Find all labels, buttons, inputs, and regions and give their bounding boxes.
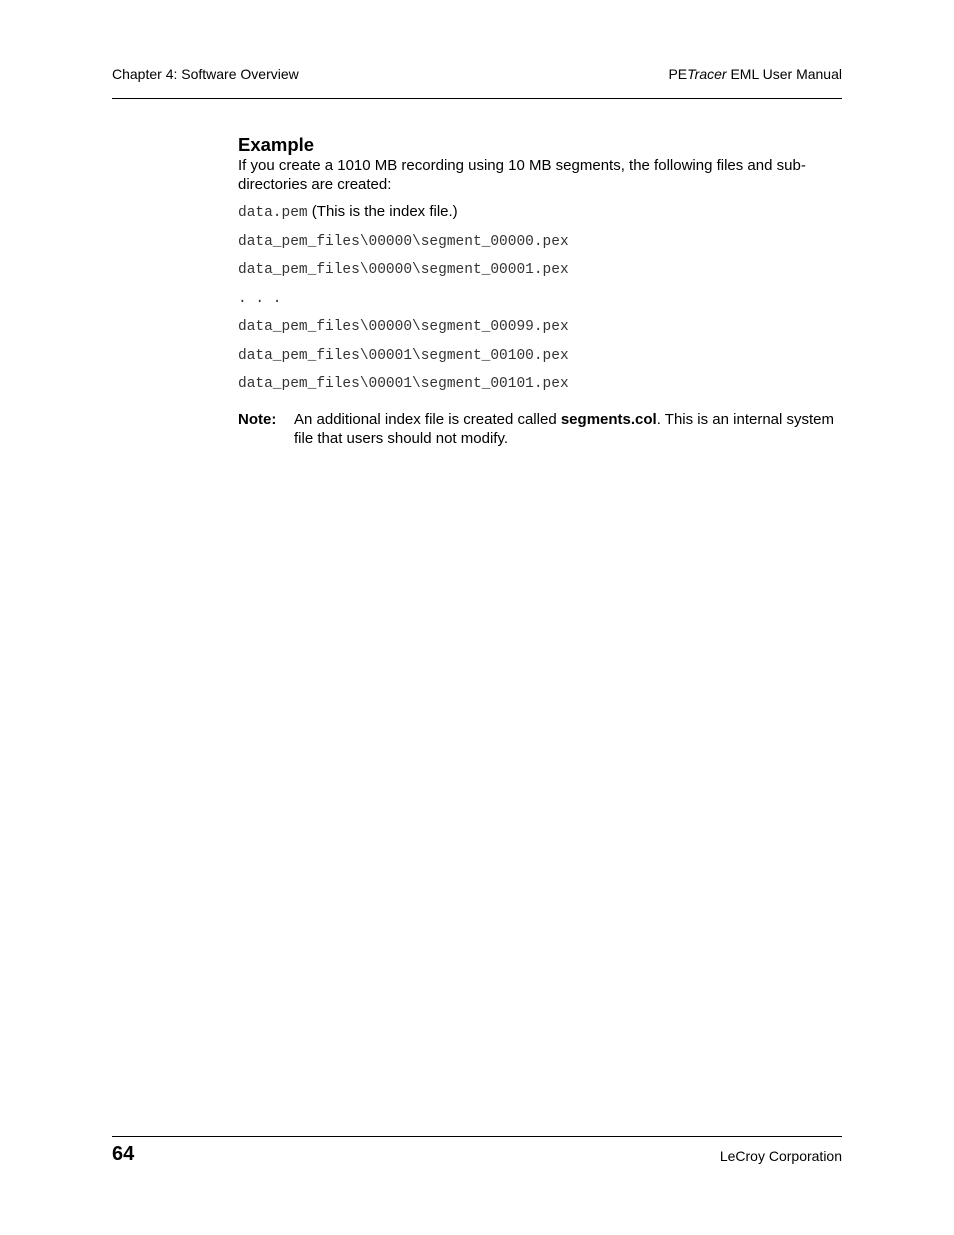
main-content [238,134,842,448]
example-heading: Example [238,134,315,155]
file-path: data_pem_files\00001\segment_00101.pex [238,376,569,392]
note-block [238,410,842,448]
file-path: data_pem_files\00001\segment_00100.pex [238,347,569,364]
manual-title [668,66,842,82]
note-filename: segments.col [560,411,657,428]
manual-title-italic: Tracer [687,66,727,82]
page-number: 64 [112,1143,135,1165]
file-path: data_pem_files\00000\segment_00001.pex [238,262,569,278]
index-file-name: data.pem [238,205,308,221]
footer-rule [112,1136,842,1137]
note-body: An additional index file is created called segments.col. This is an internal system file that users should not modify. [294,411,835,447]
example-intro: If you create a 1010 MB recording using 10 MB segments, the following files and sub-directories are created: [238,157,806,193]
chapter-title: Chapter 4: Software Overview [112,66,299,82]
note-label: Note: [238,411,277,428]
header-rule [112,98,842,99]
index-file-note: (This is the index file.) [307,203,458,220]
manual-title-prefix: PE [668,66,688,82]
file-path: data_pem_files\00000\segment_00099.pex [238,319,569,335]
file-path: data_pem_files\00000\segment_00000.pex [238,233,569,250]
company-name: LeCroy Corporation [719,1148,842,1164]
index-file-line [238,202,842,223]
manual-title-suffix: EML User Manual [726,66,842,82]
page-header [112,66,842,82]
file-list [238,202,842,394]
file-ellipsis: . . . [238,290,282,307]
